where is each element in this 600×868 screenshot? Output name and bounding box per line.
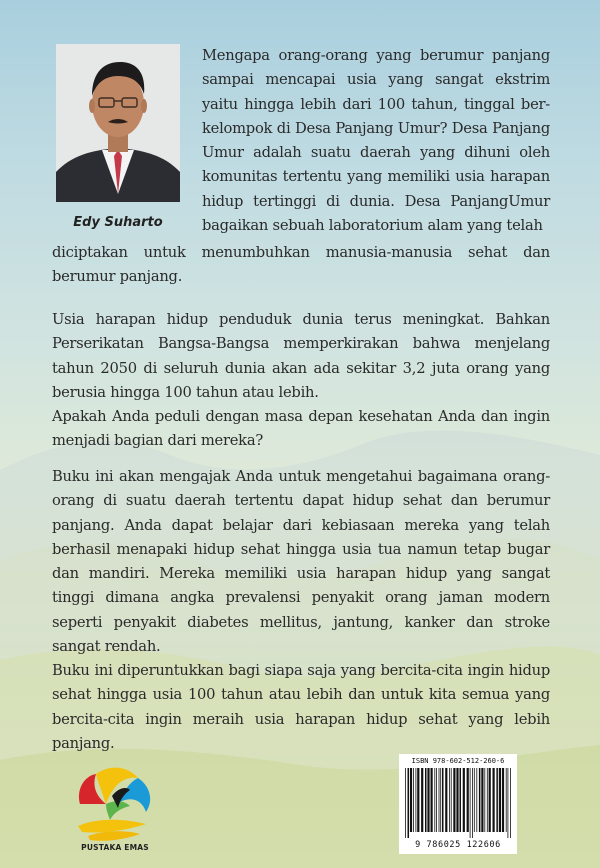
barcode-bar bbox=[408, 768, 410, 838]
barcode-bar bbox=[421, 768, 423, 832]
blurb-paragraph-1-top: Mengapa orang-orang yang berumur panjang sampai mencapai usia yang sangat ekstrim yaitu hingga lebih dari 100 tahun, tinggal ber-kelompok di Desa Panjang Umur? Desa Panjang Umur adalah suatu daerah yang dihuni oleh komunitas tertentu yang memiliki usia harapan hidup tertinggi di dunia. Desa PanjangUmur bagaikan sebuah laboratorium alam yang telah bbox=[202, 47, 550, 235]
barcode-bar bbox=[474, 768, 475, 832]
author-photo bbox=[56, 44, 180, 202]
barcode-bar bbox=[496, 768, 498, 832]
barcode-bars bbox=[403, 768, 513, 838]
barcode-bar bbox=[417, 768, 419, 832]
barcode-bar bbox=[431, 768, 433, 832]
barcode-bar bbox=[487, 768, 488, 832]
author-name: Edy Suharto bbox=[73, 215, 163, 230]
barcode-bar bbox=[453, 768, 455, 832]
barcode-bar bbox=[436, 768, 437, 832]
barcode-bar bbox=[449, 768, 450, 832]
barcode-bar bbox=[434, 768, 435, 832]
blurb-paragraph-3: Apakah Anda peduli dengan masa depan kesehatan Anda dan ingin menjadi bagian dari mereka? bbox=[52, 408, 550, 450]
barcode-bar bbox=[451, 768, 452, 832]
barcode-bar bbox=[416, 768, 417, 832]
barcode-bar bbox=[460, 768, 462, 832]
barcode-bar bbox=[456, 768, 458, 832]
barcode-bar bbox=[502, 768, 504, 832]
blurb-paragraph-2: Usia harapan hidup penduduk dunia terus meningkat. Bahkan Perserikatan Bangsa-Bangsa memperkirakan bahwa menjelang tahun 2050 di seluruh dunia akan ada sekitar 3,2 juta orang yang berusia hingga 100 tahun atau lebih. bbox=[52, 311, 550, 401]
barcode-bar bbox=[493, 768, 495, 832]
publisher-logo-icon bbox=[66, 760, 162, 856]
barcode-bar bbox=[479, 768, 481, 832]
barcode-icon bbox=[399, 754, 517, 854]
blurb-paragraph-4: Buku ini akan mengajak Anda untuk mengetahui bagaimana orang-orang di suatu daerah tertentu dapat hidup sehat dan berumur panjang. Anda dapat belajar dari kebiasaan mereka yang telah berhasil menapaki hidup sehat hingga usia tua namun tetap bugar dan mandiri. Mereka memiliki usia harapan hidup yang sangat tinggi dimana angka prevalensi penyakit orang jaman modern seperti penyakit diabetes mellitus, jantung, kanker dan stroke sangat rendah. bbox=[52, 468, 550, 656]
blurb-paragraph-1-bottom: diciptakan untuk menumbuhkan manusia-manusia sehat dan berumur panjang. bbox=[52, 244, 550, 286]
barcode-bar bbox=[508, 768, 509, 838]
barcode-bar bbox=[439, 768, 440, 832]
blurb-paragraph-5: Buku ini diperuntukkan bagi siapa saja yang bercita-cita ingin hidup sehat hingga usia 100 tahun atau lebih dan untuk kita semua yang bercita-cita ingin meraih usia harapan hidup sehat yang lebih panjang. bbox=[52, 662, 550, 752]
barcode-bar bbox=[445, 768, 447, 832]
barcode-bar bbox=[413, 768, 414, 832]
barcode-bar bbox=[442, 768, 444, 832]
barcode-bar bbox=[472, 768, 473, 838]
barcode-bar bbox=[405, 768, 406, 838]
isbn-label: ISBN 978-602-512-260-6 bbox=[411, 757, 505, 765]
barcode-bar bbox=[499, 768, 501, 832]
barcode-bar bbox=[440, 768, 441, 832]
barcode-bar bbox=[489, 768, 491, 832]
barcode-bar bbox=[463, 768, 465, 832]
barcode-bar bbox=[484, 768, 485, 832]
barcode-bar bbox=[427, 768, 429, 832]
barcode-bar bbox=[425, 768, 427, 832]
barcode-bar bbox=[410, 768, 412, 832]
barcode-bar bbox=[506, 768, 507, 832]
barcode-bar bbox=[470, 768, 471, 838]
publisher-name: PUSTAKA EMAS bbox=[81, 843, 149, 852]
barcode-bar bbox=[481, 768, 483, 832]
barcode-digits: 9 786025 122606 bbox=[415, 840, 501, 850]
barcode-bar bbox=[476, 768, 477, 832]
barcode-bar bbox=[510, 768, 511, 838]
barcode-bar bbox=[467, 768, 469, 832]
